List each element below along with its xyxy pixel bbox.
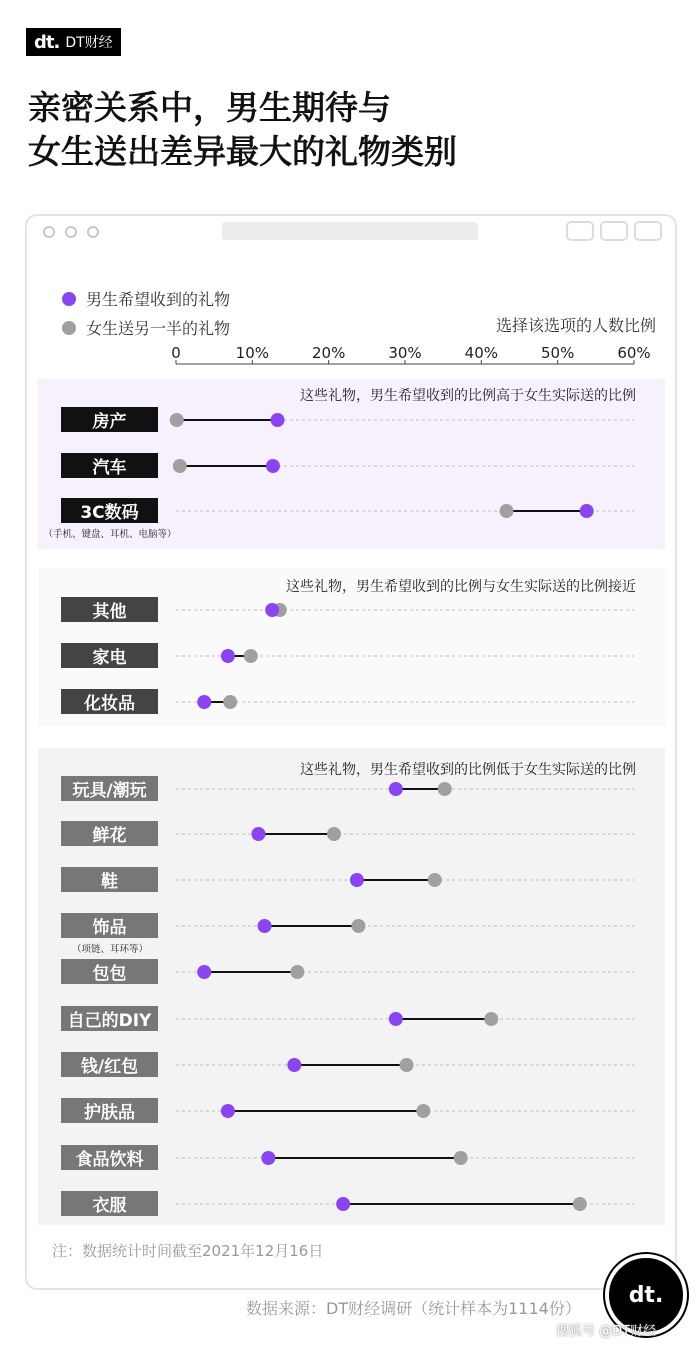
male-point bbox=[266, 459, 280, 473]
male-point bbox=[389, 782, 403, 796]
female-point bbox=[400, 1058, 414, 1072]
category-label: 化妆品 bbox=[61, 689, 158, 714]
category-label: 玩具/潮玩 bbox=[61, 776, 158, 801]
brand-badge-icon: dt. bbox=[605, 1254, 687, 1336]
female-point bbox=[173, 459, 187, 473]
legend-label-male: 男生希望收到的礼物 bbox=[86, 290, 231, 309]
logo-mark: dt. bbox=[34, 31, 60, 53]
group-title-lower: 这些礼物，男生希望收到的比例低于女生实际送的比例 bbox=[300, 762, 636, 778]
watermark: 搜狐号 @DT财经 bbox=[556, 1324, 657, 1339]
title-line-2: 女生送出差异最大的礼物类别 bbox=[28, 132, 457, 171]
x-tick-label: 40% bbox=[464, 344, 498, 362]
female-point bbox=[454, 1151, 468, 1165]
category-label: 房产 bbox=[61, 407, 158, 432]
x-tick-label: 20% bbox=[311, 344, 346, 362]
female-point bbox=[438, 782, 452, 796]
footnote: 注：数据统计时间截至2021年12月16日 bbox=[52, 1242, 324, 1260]
x-tick-label: 30% bbox=[388, 344, 422, 362]
female-point bbox=[484, 1012, 498, 1026]
female-point bbox=[428, 873, 442, 887]
female-point bbox=[327, 827, 341, 841]
female-point bbox=[573, 1197, 587, 1211]
male-point bbox=[580, 504, 594, 518]
logo-text: DT财经 bbox=[65, 35, 113, 51]
category-label: 护肤品 bbox=[61, 1098, 158, 1123]
category-label: 自己的DIY bbox=[61, 1006, 158, 1031]
category-label: 汽车 bbox=[61, 453, 158, 478]
x-tick-label: 50% bbox=[540, 344, 575, 362]
data-source: 数据来源：DT财经调研（统计样本为1114份） bbox=[246, 1299, 581, 1318]
category-label: 饰品 bbox=[61, 913, 158, 938]
female-point bbox=[416, 1104, 430, 1118]
male-point bbox=[336, 1197, 350, 1211]
male-point bbox=[197, 965, 211, 979]
x-tick-label: 0 bbox=[171, 344, 181, 362]
category-label: 包包 bbox=[61, 959, 158, 984]
category-label: 其他 bbox=[61, 597, 158, 622]
category-label: 衣服 bbox=[61, 1191, 158, 1216]
category-sublabel: （项链、耳环等） bbox=[71, 944, 148, 955]
category-label: 鲜花 bbox=[61, 821, 158, 846]
x-tick-label: 60% bbox=[617, 344, 651, 362]
title-line-1: 亲密关系中，男生期待与 bbox=[28, 88, 391, 127]
male-point bbox=[265, 603, 279, 617]
category-label: 鞋 bbox=[61, 867, 158, 892]
category-label: 3C数码 bbox=[61, 498, 158, 523]
female-point bbox=[223, 695, 237, 709]
category-label: 钱/红包 bbox=[61, 1052, 158, 1077]
category-label: 家电 bbox=[61, 643, 158, 668]
female-point bbox=[500, 504, 514, 518]
category-label: 食品饮料 bbox=[61, 1145, 158, 1170]
male-point bbox=[221, 1104, 235, 1118]
female-point bbox=[170, 413, 184, 427]
male-point bbox=[389, 1012, 403, 1026]
legend-label-female: 女生送另一半的礼物 bbox=[86, 319, 231, 338]
category-sublabel: （手机、键盘、耳机、电脑等） bbox=[43, 529, 177, 540]
female-point bbox=[244, 649, 258, 663]
group-title-higher: 这些礼物，男生希望收到的比例高于女生实际送的比例 bbox=[300, 388, 636, 404]
male-point bbox=[261, 1151, 275, 1165]
x-tick-label: 10% bbox=[235, 344, 269, 362]
male-point bbox=[271, 413, 285, 427]
male-point bbox=[287, 1058, 301, 1072]
male-point bbox=[197, 695, 211, 709]
male-point bbox=[258, 919, 272, 933]
group-title-similar: 这些礼物，男生希望收到的比例与女生实际送的比例接近 bbox=[286, 579, 636, 595]
female-point bbox=[290, 965, 304, 979]
female-point bbox=[351, 919, 365, 933]
male-point bbox=[350, 873, 364, 887]
axis-title: 选择该选项的人数比例 bbox=[495, 316, 656, 335]
male-point bbox=[221, 649, 235, 663]
male-point bbox=[251, 827, 265, 841]
